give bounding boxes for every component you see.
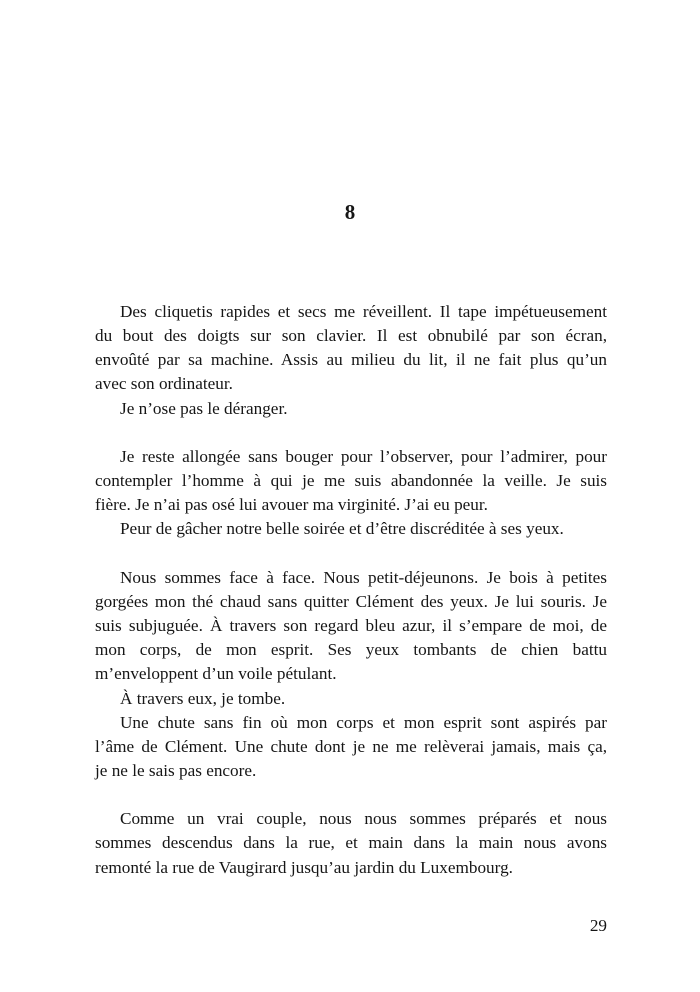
text-line: À travers eux, je tombe.	[120, 688, 286, 708]
text-line: contempler l’homme à qui je me suis abandonnée la veille. Je suis	[95, 471, 607, 491]
text-line: sommes descendus dans la rue, et main dans la main nous avons	[95, 833, 607, 853]
section-break	[95, 421, 607, 445]
paragraph	[95, 445, 607, 517]
text-line: l’âme de Clément. Une chute dont je ne me relèverai jamais, mais ça,	[95, 736, 607, 756]
text-line: avec son ordinateur.	[95, 374, 233, 394]
paragraph	[95, 517, 607, 541]
text-line: suis subjuguée. À travers son regard bleu azur, il s’empare de moi, de	[95, 616, 607, 636]
paragraph	[95, 566, 607, 687]
paragraph	[95, 807, 607, 879]
text-line: du bout des doigts sur son clavier. Il est obnubilé par son écran,	[95, 326, 607, 346]
text-line: Une chute sans fin où mon corps et mon esprit sont aspirés par	[120, 712, 607, 732]
paragraph	[95, 711, 607, 783]
text-line: envoûté par sa machine. Assis au milieu du lit, il ne fait plus qu’un	[95, 350, 607, 370]
text-line: mon corps, de mon esprit. Ses yeux tombants de chien battu	[95, 640, 607, 660]
paragraph	[95, 687, 607, 711]
paragraph	[95, 397, 607, 421]
paragraph	[95, 300, 607, 397]
text-line: je ne le sais pas encore.	[95, 760, 257, 780]
text-line: fière. Je n’ai pas osé lui avouer ma virginité. J’ai eu peur.	[95, 495, 488, 515]
text-line: Des cliquetis rapides et secs me réveillent. Il tape impétueusement	[120, 302, 607, 321]
section-break	[95, 783, 607, 807]
text-line: Comme un vrai couple, nous nous sommes préparés et nous	[120, 809, 607, 829]
text-line: gorgées mon thé chaud sans quitter Clément des yeux. Je lui souris. Je	[95, 591, 607, 611]
text-line: Peur de gâcher notre belle soirée et d’être discréditée à ses yeux.	[120, 519, 564, 539]
chapter-number: 8	[344, 200, 356, 224]
page-number: 29	[589, 916, 607, 935]
page-body	[95, 300, 607, 880]
text-line: remonté la rue de Vaugirard jusqu’au jardin du Luxembourg.	[95, 857, 513, 877]
section-break	[95, 542, 607, 566]
text-line: Je n’ose pas le déranger.	[120, 398, 288, 418]
text-line: Je reste allongée sans bouger pour l’observer, pour l’admirer, pour	[120, 446, 607, 466]
text-line: m’enveloppent d’un voile pétulant.	[95, 664, 337, 684]
text-line: Nous sommes face à face. Nous petit-déjeunons. Je bois à petites	[120, 567, 607, 587]
